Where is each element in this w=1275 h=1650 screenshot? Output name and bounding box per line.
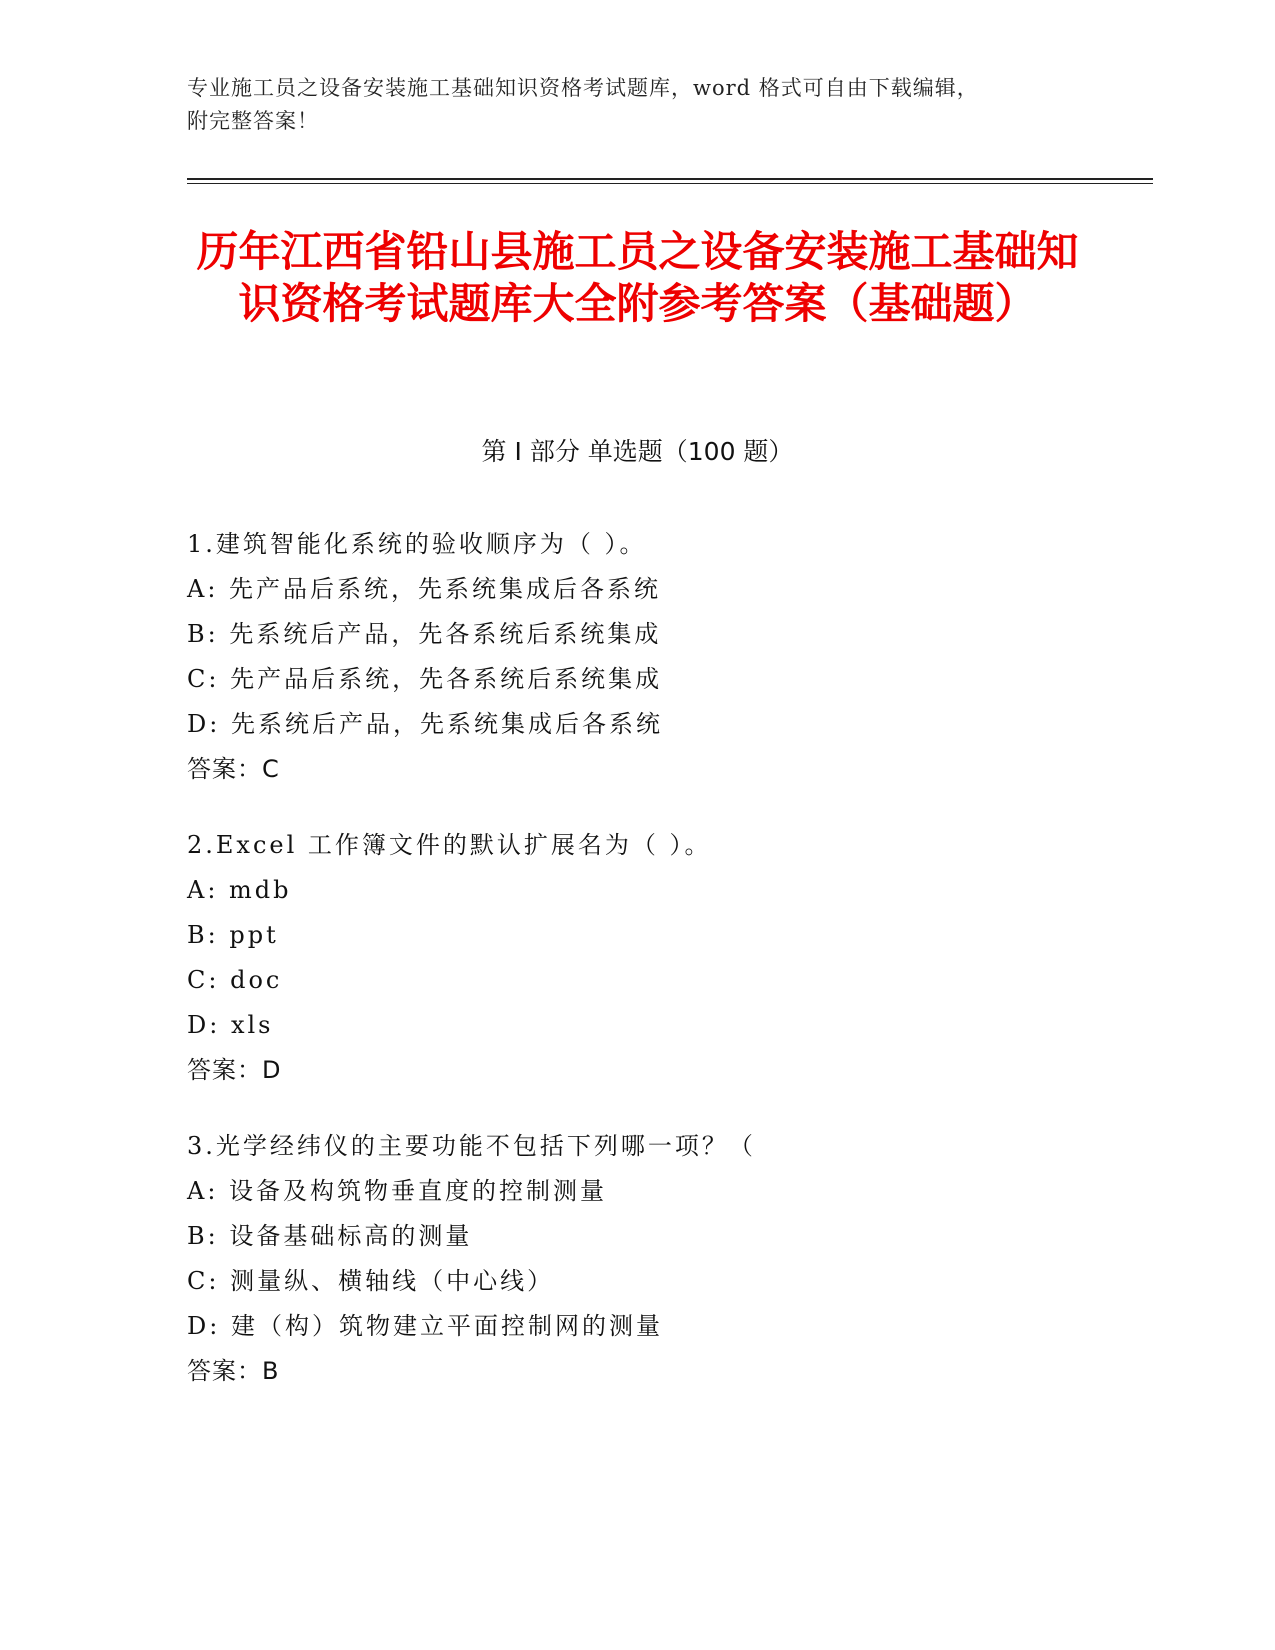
answer: 答案：C — [187, 755, 280, 783]
option-d: D: 建（构）筑物建立平面控制网的测量 — [187, 1312, 663, 1340]
option-d: D: xls — [187, 1011, 274, 1039]
question-2 — [187, 823, 1087, 1093]
question-stem: 3.光学经纬仪的主要功能不包括下列哪一项？（ — [187, 1132, 756, 1160]
answer: 答案：B — [187, 1357, 280, 1385]
answer: 答案：D — [187, 1056, 282, 1084]
option-b: B: ppt — [187, 921, 279, 949]
option-c: C: 先产品后系统，先各系统后系统集成 — [187, 665, 663, 693]
question-list — [187, 522, 1087, 1425]
section-heading: 第 I 部分 单选题（100 题） — [481, 437, 794, 466]
intro-line-2: 附完整答案！ — [187, 109, 319, 133]
option-b: B: 先系统后产品，先各系统后系统集成 — [187, 620, 662, 648]
option-d: D: 先系统后产品，先系统集成后各系统 — [187, 710, 663, 738]
option-a: A: mdb — [187, 876, 292, 904]
intro-note — [187, 72, 1067, 138]
document-title: 历年江西省铅山县施工员之设备安装施工基础知识资格考试题库大全附参考答案（基础题） — [196, 227, 1079, 328]
option-c: C: doc — [187, 966, 283, 994]
question-stem: 1.建筑智能化系统的验收顺序为（ ）。 — [187, 530, 647, 558]
question-stem: 2.Excel 工作簿文件的默认扩展名为（ ）。 — [187, 831, 712, 859]
header-rule-thin — [187, 183, 1153, 184]
option-c: C: 测量纵、横轴线（中心线） — [187, 1267, 555, 1295]
header-rule-thick — [187, 178, 1153, 180]
option-a: A: 设备及构筑物垂直度的控制测量 — [187, 1177, 608, 1205]
intro-line-1: 专业施工员之设备安装施工基础知识资格考试题库，word 格式可自由下载编辑， — [187, 76, 979, 100]
option-b: B: 设备基础标高的测量 — [187, 1222, 473, 1250]
option-a: A: 先产品后系统，先系统集成后各系统 — [187, 575, 662, 603]
question-1 — [187, 522, 1087, 792]
question-3 — [187, 1124, 1087, 1394]
